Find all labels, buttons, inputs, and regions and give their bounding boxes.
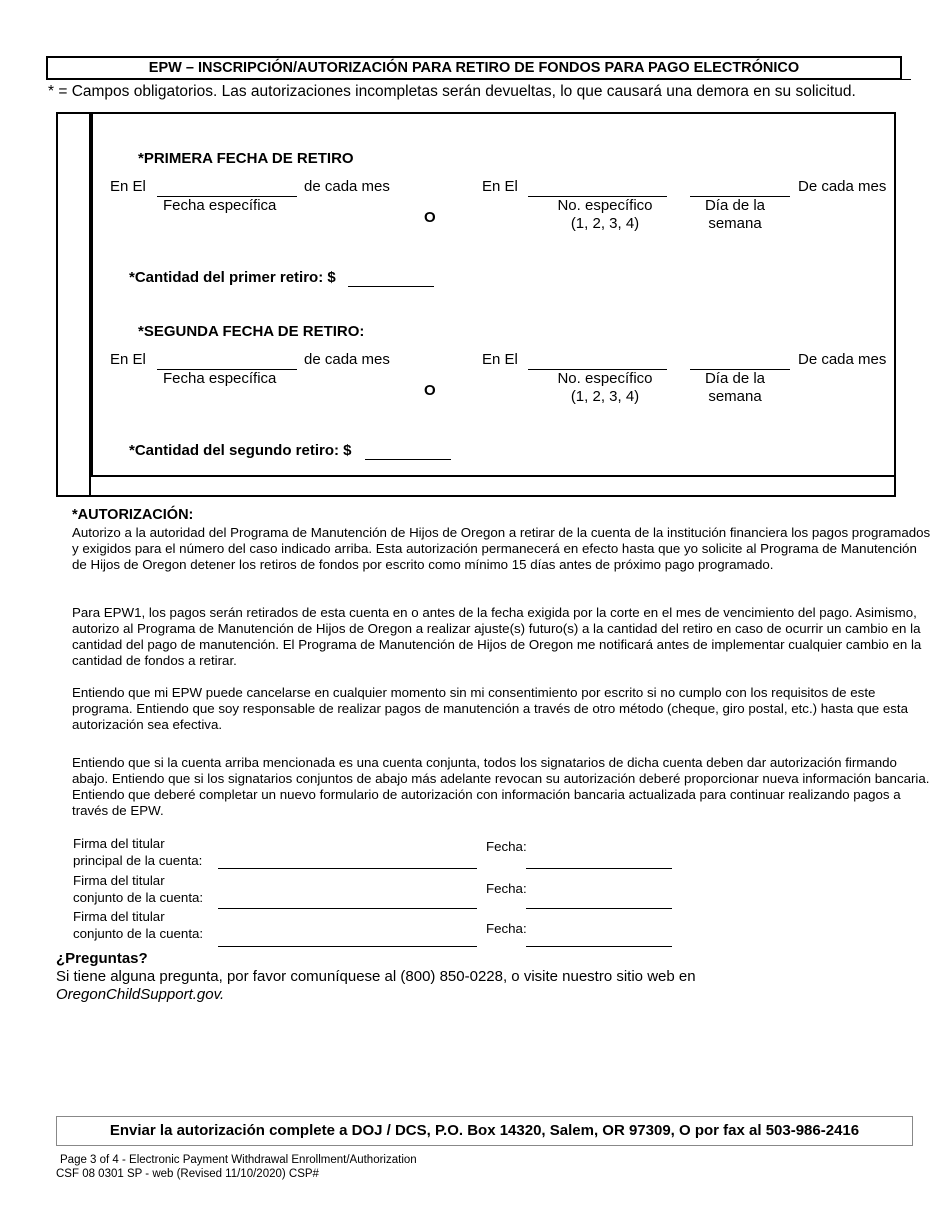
first-on-the-label: En El [110, 178, 146, 195]
first-specific-date-caption: Fecha específica [163, 197, 277, 214]
form-title: EPW – INSCRIPCIÓN/AUTORIZACIÓN PARA RETIRO DE FONDOS PARA PAGO ELECTRÓNICO [46, 56, 902, 80]
required-note: * = Campos obligatorios. Las autorizaciones incompletas serán devueltas, lo que causará una demora en su solicitud. [48, 83, 856, 100]
first-or-label: O [424, 209, 436, 226]
date-label-joint-2: Fecha: [486, 921, 527, 936]
second-weekday-caption: Día de la [704, 370, 766, 387]
date-field-primary[interactable] [526, 868, 672, 869]
first-each-month-label: de cada mes [304, 178, 390, 195]
date-label-primary: Fecha: [486, 839, 527, 854]
mailing-instructions: Enviar la autorización complete a DOJ / DCS, P.O. Box 14320, Salem, OR 97309, O por fax al 503-986-2416 [56, 1116, 913, 1146]
second-each-month-label-alt: De cada mes [798, 351, 887, 368]
authorization-paragraph-3: Entiendo que mi EPW puede cancelarse en cualquier momento sin mi consentimiento por escrito si no cumplo con los requisitos de este programa. Entiendo que soy responsable de realizar pagos de manutención a través de otro método (cheque, giro postal, etc.) hasta que esta autorización sea efectiva. [72, 685, 909, 732]
date-label-joint-1: Fecha: [486, 881, 527, 896]
date-field-joint-2[interactable] [526, 946, 672, 947]
questions-body: Si tiene alguna pregunta, por favor comuníquese al (800) 850-0228, o visite nuestro sitio web en [56, 968, 696, 985]
questions-text [56, 968, 696, 1004]
first-amount-label: *Cantidad del primer retiro: $ [129, 269, 336, 286]
second-each-month-label: de cada mes [304, 351, 390, 368]
authorization-paragraph-1: Autorizo a la autoridad del Programa de Manutención de Hijos de Oregon a retirar de la cuenta de la institución financiera los pagos programados y exigidos para el número del caso indicado arriba. Esta autorización permanecerá en efecto hasta que yo solicite al Programa de Manutención de Hijos de Oregon detener los retiros de fondos por escrito como mínimo 15 días antes de próximo pago programado. [72, 525, 931, 572]
questions-title: ¿Preguntas? [56, 950, 148, 967]
withdrawal-left-border [89, 112, 91, 497]
first-withdrawal-heading: *PRIMERA FECHA DE RETIRO [138, 150, 354, 167]
form-id: CSF 08 0301 SP - web (Revised 11/10/2020) CSP# [56, 1168, 319, 1180]
signature-label-primary: Firma del titular principal de la cuenta: [73, 836, 203, 868]
second-weekday-caption-2: semana [708, 388, 762, 405]
second-on-the-label-alt: En El [482, 351, 518, 368]
second-specific-date-caption: Fecha específica [163, 370, 277, 387]
first-on-the-label-alt: En El [482, 178, 518, 195]
title-divider [902, 79, 911, 80]
website-link[interactable]: OregonChildSupport.gov. [56, 986, 225, 1003]
authorization-title: *AUTORIZACIÓN: [72, 507, 194, 523]
second-amount-label: *Cantidad del segundo retiro: $ [129, 442, 352, 459]
first-specific-number-caption: No. específico [557, 197, 653, 214]
date-field-joint-1[interactable] [526, 908, 672, 909]
first-weekday-caption: Día de la [704, 197, 766, 214]
first-weekday-caption-2: semana [708, 215, 762, 232]
second-amount-field[interactable] [365, 459, 451, 460]
second-specific-number-caption: No. específico [557, 370, 653, 387]
first-each-month-label-alt: De cada mes [798, 178, 887, 195]
second-on-the-label: En El [110, 351, 146, 368]
second-specific-number-hint: (1, 2, 3, 4) [570, 388, 640, 405]
signature-field-joint-2[interactable] [218, 946, 477, 947]
page-info: Page 3 of 4 - Electronic Payment Withdrawal Enrollment/Authorization [60, 1154, 417, 1166]
first-specific-number-hint: (1, 2, 3, 4) [570, 215, 640, 232]
first-amount-field[interactable] [348, 286, 434, 287]
signature-field-primary[interactable] [218, 868, 477, 869]
signature-label-joint-1: Firma del titular conjunto de la cuenta: [73, 873, 204, 905]
authorization-paragraph-4: Entiendo que si la cuenta arriba mencionada es una cuenta conjunta, todos los signatarios de dicha cuenta deben dar autorización firmando abajo. Entiendo que si los signatarios conjuntos de abajo más adelante revocan su autorización deberé proporcionar nueva información bancaria. Entiendo que deberé completar un nuevo formulario de autorización con información bancaria actualizada para continuar realizando pagos a través de EPW. [72, 755, 930, 818]
signature-field-joint-1[interactable] [218, 908, 477, 909]
authorization-paragraph-2: Para EPW1, los pagos serán retirados de esta cuenta en o antes de la fecha exigida por la corte en el mes de vencimiento del pago. Asimismo, autorizo al Programa de Manutención de Hijos de Oregon a realizar ajuste(s) futuro(s) a la cantidad del retiro en caso de ocurrir un cambio en la cantidad del pago de manutención. El Programa de Manutención de Hijos de Oregon me notificará antes de implementar cualquier cambio en la cantidad de fondos a retirar. [72, 605, 922, 668]
signature-label-joint-2: Firma del titular conjunto de la cuenta: [73, 909, 204, 941]
second-withdrawal-heading: *SEGUNDA FECHA DE RETIRO: [138, 323, 365, 340]
second-or-label: O [424, 382, 436, 399]
